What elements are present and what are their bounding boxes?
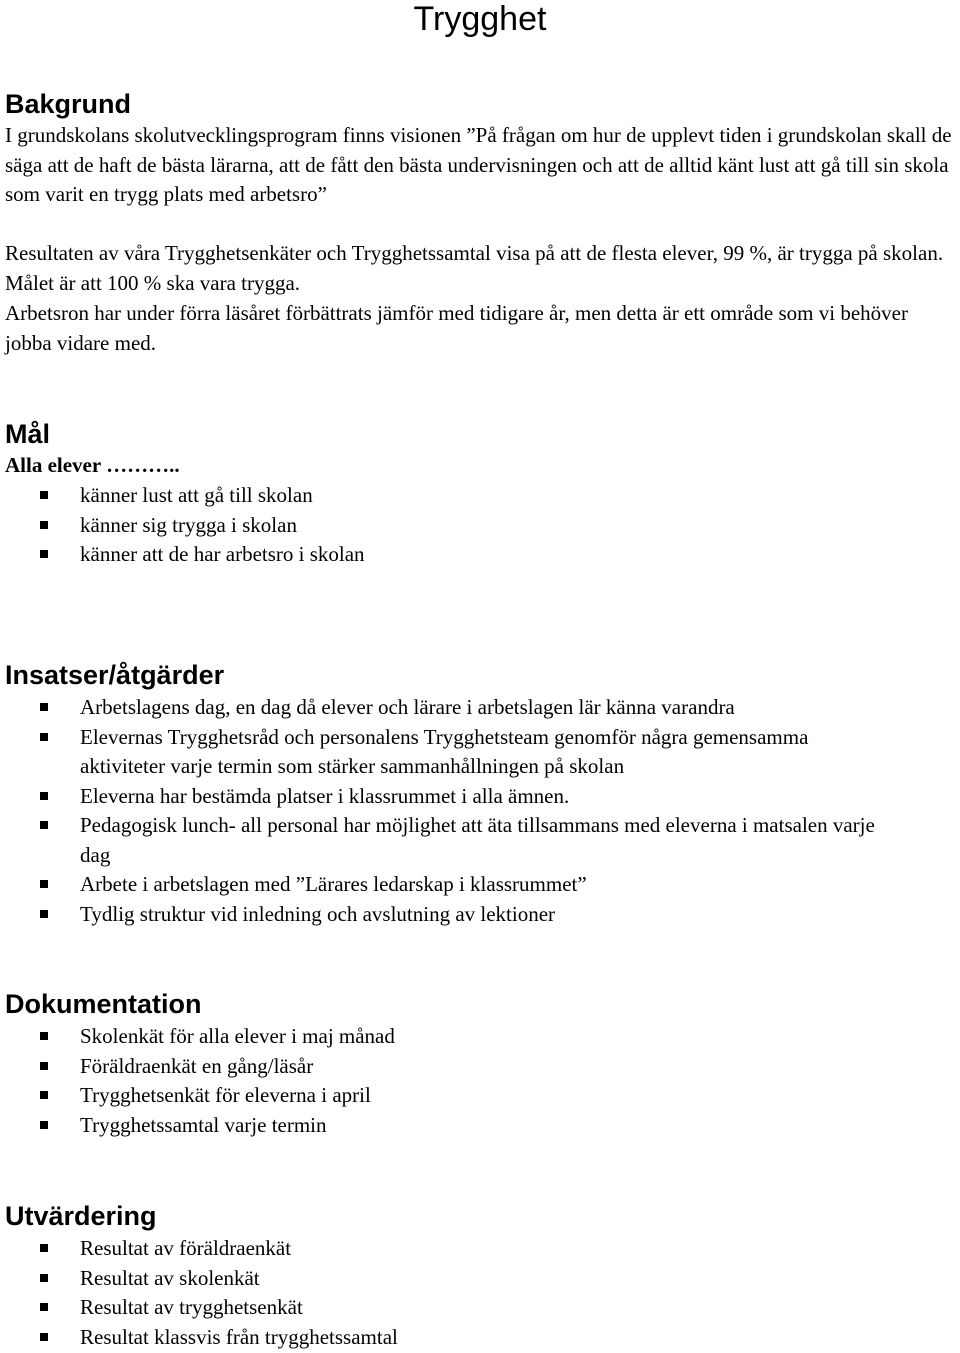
dokumentation-heading: Dokumentation (5, 989, 202, 1019)
list-item-text: Tydlig struktur vid inledning och avslutning av lektioner (80, 901, 556, 926)
insatser-list (0, 693, 880, 929)
mal-list (0, 481, 900, 570)
list-item-text: känner lust att gå till skolan (80, 483, 313, 507)
list-item (0, 481, 900, 511)
list-item-text: Resultat av trygghetsenkät (80, 1295, 303, 1319)
list-item (0, 1234, 900, 1264)
list-item (0, 811, 880, 870)
list-item (0, 1264, 900, 1294)
square-bullet-icon (40, 880, 48, 888)
square-bullet-icon (40, 1091, 48, 1099)
utvardering-heading: Utvärdering (5, 1201, 157, 1231)
list-item (0, 1111, 900, 1141)
utvardering-list (0, 1234, 900, 1352)
list-item (0, 693, 880, 723)
square-bullet-icon (40, 703, 48, 711)
list-item (0, 723, 880, 782)
square-bullet-icon (40, 521, 48, 529)
list-item-text: Arbetslagens dag, en dag då elever och lärare i arbetslagen lär känna varandra (80, 695, 735, 719)
list-item-text: Trygghetsenkät för eleverna i april (80, 1083, 371, 1107)
bakgrund-heading: Bakgrund (5, 89, 132, 119)
list-item (0, 870, 880, 900)
list-item-text: Skolenkät för alla elever i maj månad (80, 1024, 395, 1048)
square-bullet-icon (40, 733, 48, 741)
list-item (0, 511, 900, 541)
mal-heading: Mål (5, 419, 51, 449)
list-item-text: Resultat av föräldraenkät (80, 1236, 292, 1260)
page-title: Trygghet (413, 0, 547, 38)
list-item-text: Resultat av skolenkät (80, 1265, 260, 1290)
list-item-text: känner sig trygga i skolan (80, 512, 297, 537)
bakgrund-paragraph-arbetsro: Arbetsron har under förra läsåret förbättrats jämför med tidigare år, men detta är ett område som vi behöver jobba vidare med. (5, 301, 908, 355)
list-item-text: Föräldraenkät en gång/läsår (80, 1053, 314, 1078)
square-bullet-icon (40, 550, 48, 558)
list-item-text: Eleverna har bestämda platser i klassrummet i alla ämnen. (80, 783, 570, 808)
square-bullet-icon (40, 1121, 48, 1129)
square-bullet-icon (40, 821, 48, 829)
list-item-text: Arbete i arbetslagen med ”Lärares ledarskap i klassrummet” (80, 872, 587, 896)
list-item (0, 900, 880, 930)
square-bullet-icon (40, 910, 48, 918)
square-bullet-icon (40, 1032, 48, 1040)
list-item (0, 1022, 900, 1052)
list-item (0, 1081, 900, 1111)
list-item (0, 1293, 900, 1323)
list-item-text: Pedagogisk lunch- all personal har möjlighet att äta tillsammans med eleverna i matsalen varje dag (80, 813, 875, 867)
bakgrund-paragraph-results: Resultaten av våra Trygghetsenkäter och Trygghetssamtal visa på att de flesta elever, 99 %, är trygga på skolan. Målet är att 100 % ska vara trygga. (5, 241, 944, 295)
dokumentation-list (0, 1022, 900, 1140)
list-item (0, 1323, 900, 1353)
list-item-text: Trygghetssamtal varje termin (80, 1112, 327, 1137)
list-item-text: känner att de har arbetsro i skolan (80, 542, 365, 566)
bakgrund-paragraph-vision: I grundskolans skolutvecklingsprogram finns visionen ”På frågan om hur de upplevt tiden i grundskolan skall de säga att de haft de bästa lärarna, att de fått den bästa undervisningen och att de alltid känt lust att gå till sin skola som varit en trygg plats med arbetsro” (5, 123, 952, 206)
list-item (0, 540, 900, 570)
square-bullet-icon (40, 1274, 48, 1282)
square-bullet-icon (40, 1333, 48, 1341)
square-bullet-icon (40, 1244, 48, 1252)
square-bullet-icon (40, 491, 48, 499)
square-bullet-icon (40, 1062, 48, 1070)
mal-subheading: Alla elever ……….. (5, 453, 180, 477)
list-item-text: Resultat klassvis från trygghetssamtal (80, 1324, 398, 1349)
insatser-heading: Insatser/åtgärder (5, 660, 225, 690)
list-item-text: Elevernas Trygghetsråd och personalens Trygghetsteam genomför några gemensamma aktiviteter varje termin som stärker sammanhållningen på skolan (80, 724, 809, 778)
square-bullet-icon (40, 1303, 48, 1311)
square-bullet-icon (40, 792, 48, 800)
list-item (0, 782, 880, 812)
list-item (0, 1052, 900, 1082)
